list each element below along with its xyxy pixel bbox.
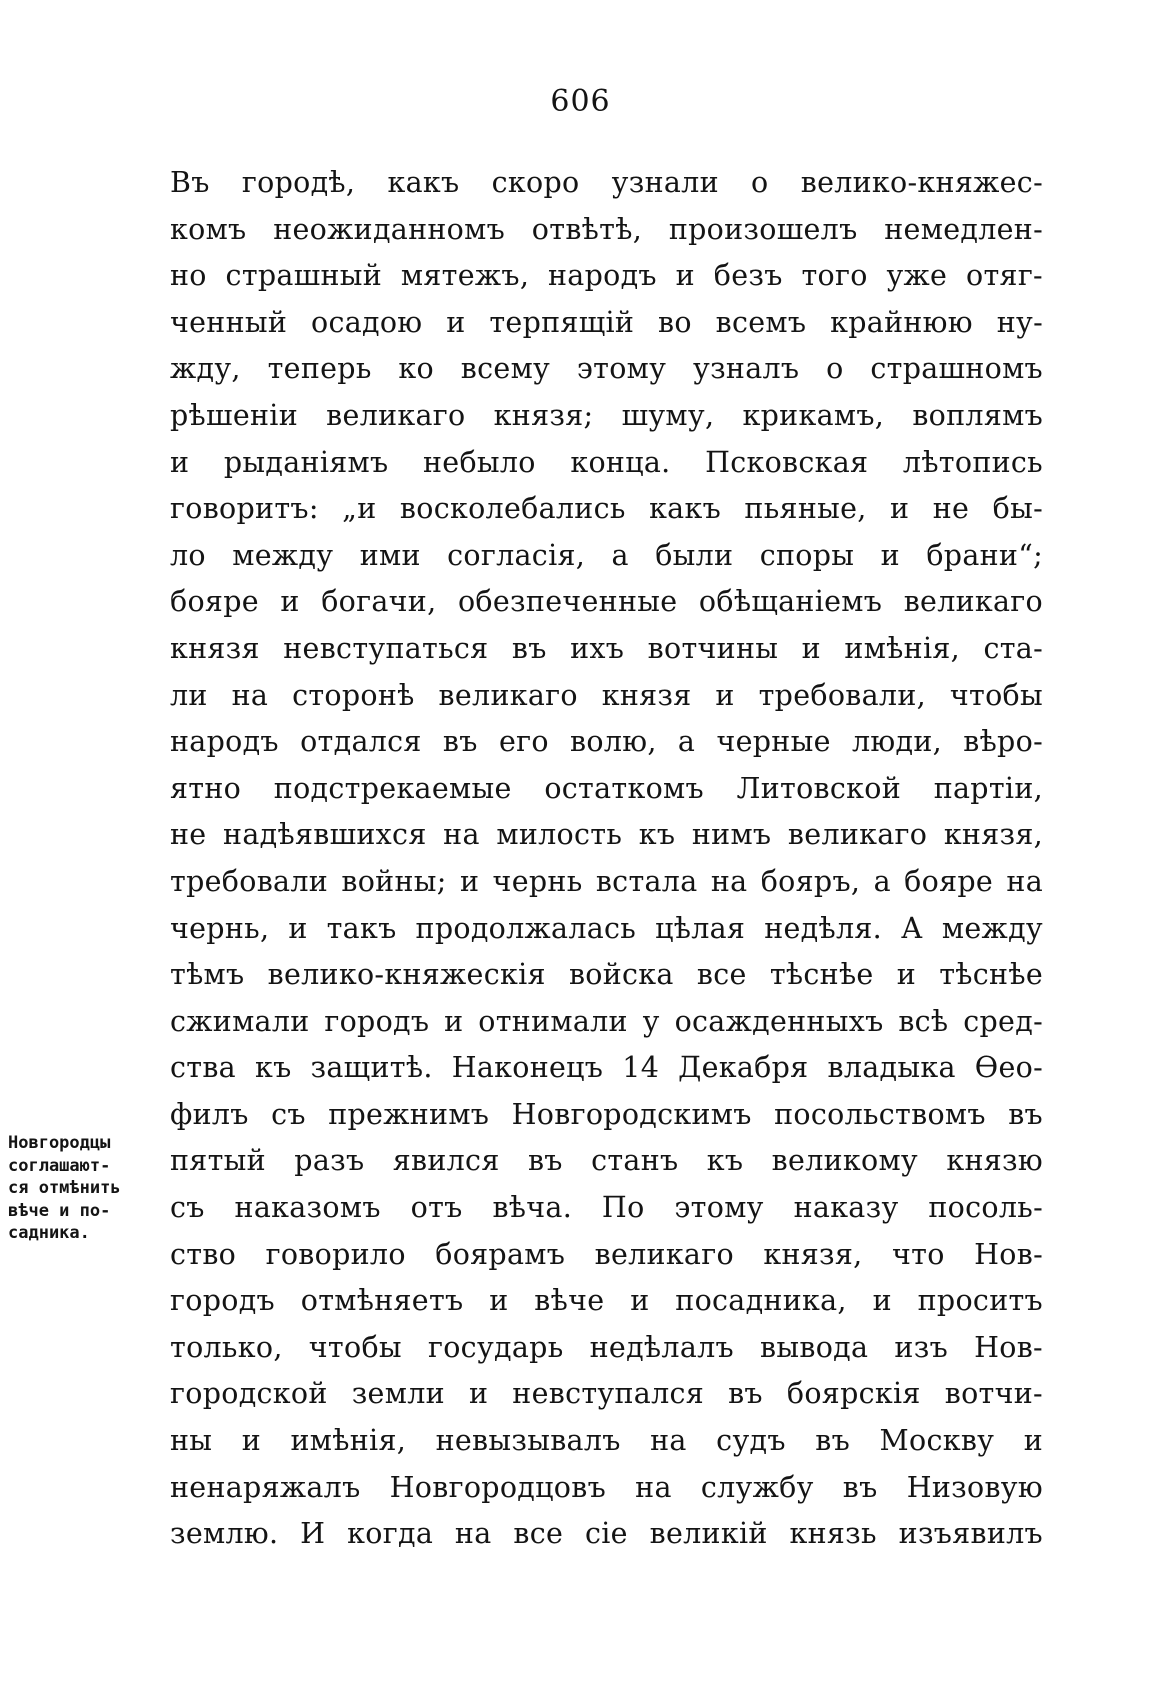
text-line: только, чтобы государь недѣлалъ вывода изъ Нов- — [170, 1330, 1043, 1364]
margin-note-line: соглашают- — [8, 1155, 111, 1176]
text-line: съ наказомъ отъ вѣча. По этому наказу посоль- — [170, 1191, 1043, 1225]
text-line: бояре и богачи, обезпеченные обѣщаніемъ великаго — [170, 585, 1043, 619]
text-line: ненаряжалъ Новгородцовъ на службу въ Низовую — [170, 1470, 1043, 1504]
margin-note — [8, 1132, 160, 1245]
text-line: жду, теперь ко всему этому узналъ о страшномъ — [170, 352, 1043, 386]
text-line: пятый разъ явился въ станъ къ великому князю — [170, 1144, 1043, 1178]
page-number: 606 — [550, 84, 611, 119]
text-line: но страшный мятежъ, народъ и безъ того уже отяг- — [170, 259, 1043, 293]
margin-note-line: вѣче и по- — [8, 1200, 111, 1221]
text-line: князя невступаться въ ихъ вотчины и имѣнія, ста- — [170, 631, 1043, 665]
text-line: и рыданіямъ небыло конца. Псковская лѣтопись — [170, 445, 1043, 479]
body-text — [170, 160, 1043, 1558]
margin-note-line: садника. — [8, 1223, 90, 1243]
text-line: ства къ защитѣ. Наконецъ 14 Декабря владыка Ѳео- — [170, 1051, 1043, 1085]
text-line: ченный осадою и терпящій во всемъ крайнюю ну- — [170, 305, 1043, 339]
text-line: ятно подстрекаемые остаткомъ Литовской партіи, — [170, 771, 1043, 805]
margin-note-line: Новгородцы — [8, 1133, 111, 1153]
text-line: землю. И когда на все сіе великій князь изъявилъ — [170, 1517, 1043, 1551]
text-line: ны и имѣнія, невызывалъ на судъ въ Москву и — [170, 1424, 1043, 1458]
text-line: требовали войны; и чернь встала на бояръ, а бояре на — [170, 864, 1043, 898]
text-line: народъ отдался въ его волю, а черные люди, вѣро- — [170, 725, 1043, 759]
margin-note-line: ся отмѣнить — [8, 1178, 121, 1198]
text-line: филъ съ прежнимъ Новгородскимъ посольствомъ въ — [170, 1097, 1043, 1131]
text-line: тѣмъ велико-княжескія войска все тѣснѣе и тѣснѣе — [170, 958, 1043, 992]
text-line: рѣшеніи великаго князя; шуму, крикамъ, воплямъ — [170, 398, 1043, 432]
text-line: городъ отмѣняетъ и вѣче и посадника, и проситъ — [170, 1284, 1043, 1318]
text-line: не надѣявшихся на милость къ нимъ великаго князя, — [170, 818, 1043, 852]
text-line: ли на сторонѣ великаго князя и требовали, чтобы — [170, 678, 1043, 712]
text-line: городской земли и невступался въ боярскія вотчи- — [170, 1377, 1043, 1411]
text-line: говоритъ: „и восколебались какъ пьяные, и не бы- — [170, 492, 1043, 526]
text-line: сжимали городъ и отнимали у осажденныхъ всѣ сред- — [170, 1004, 1043, 1038]
text-line: ство говорило боярамъ великаго князя, что Нов- — [170, 1237, 1043, 1271]
text-line: ло между ими согласія, а были споры и брани“; — [170, 538, 1043, 572]
text-line: чернь, и такъ продолжалась цѣлая недѣля. А между — [170, 911, 1043, 945]
text-line: Въ городѣ, какъ скоро узнали о велико-княжес- — [170, 166, 1043, 199]
text-line: комъ неожиданномъ отвѣтѣ, произошелъ немедлен- — [170, 212, 1043, 246]
